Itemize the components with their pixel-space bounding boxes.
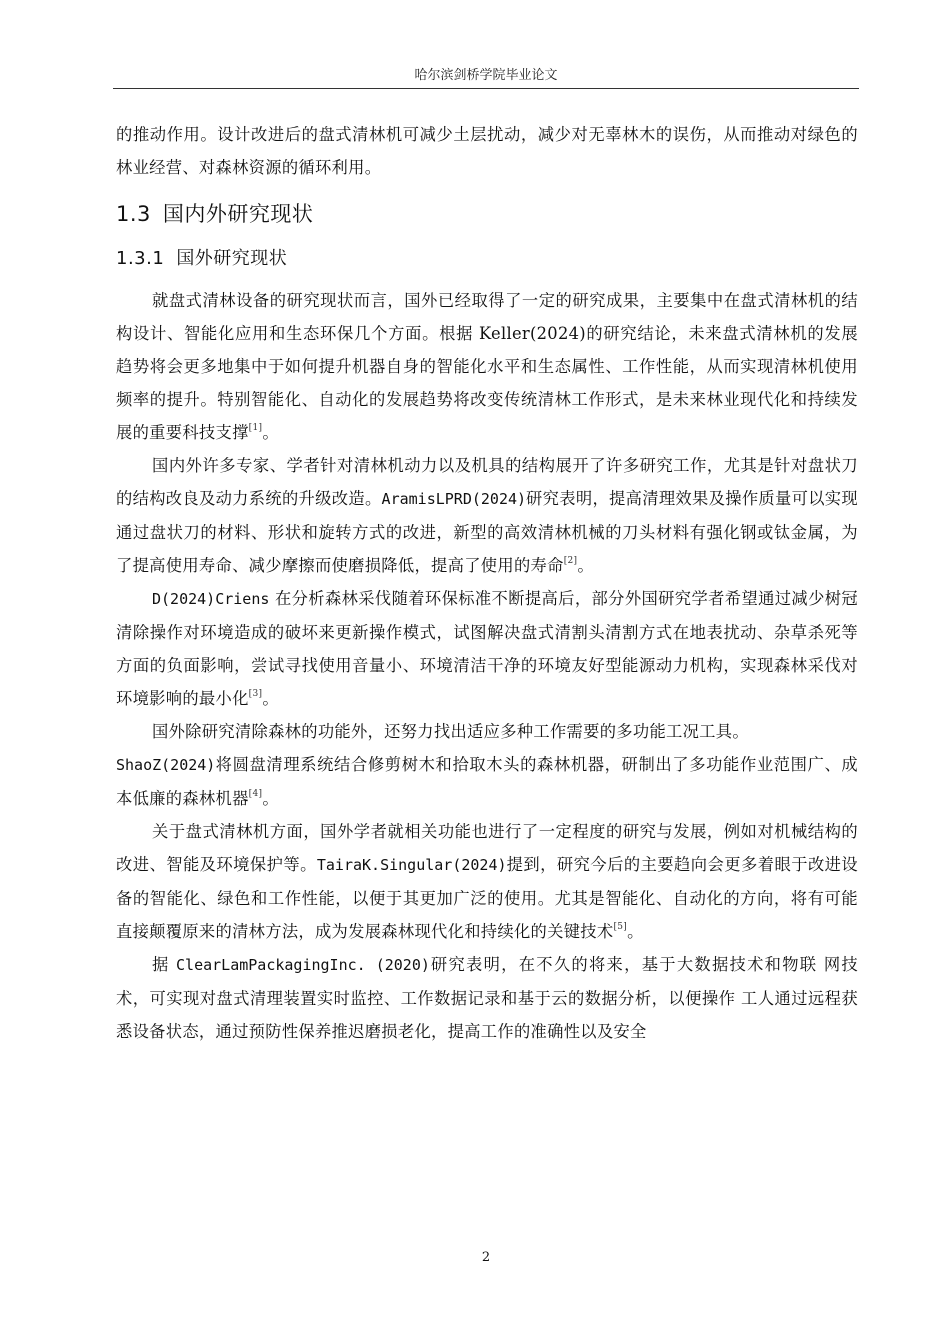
paragraph-text: 研究表明，提高清理效果及操作质量可以实现通过盘状刀的材料、形状和旋转方式的改进，新型的高效清林机械的刀头材料有强化钢或钛金属，为了提高使用寿命、减少摩擦而使磨损降低，提高了使用的寿命 <box>116 489 858 575</box>
paragraph-text: 在分析森林采伐随着环保标准不断提高后，部分外国研究学者希望通过减少树冠清除操作对环境造成的破坏来更新操作模式，试图解决盘式清割头清割方式在地表扰动、杂草杀死等方面的负面影响，尝试寻找使用音量小、环境清洁干净的环境友好型能源动力机构，实现森林采伐对环境影响的最小化 <box>116 589 858 708</box>
citation-ref: [3] <box>248 689 263 699</box>
subsection-heading <box>116 240 858 278</box>
subsection-title: 国外研究现状 <box>176 248 288 269</box>
paragraph-aramis <box>116 449 858 582</box>
citation-author: ShaoZ(2024) <box>116 756 216 774</box>
citation-ref: [4] <box>248 789 263 799</box>
paragraph-text: 将圆盘清理系统结合修剪树木和拾取木头的森林机器，研制出了多功能作业范围广、成本低廉的森林机器 <box>116 755 858 808</box>
paragraph-text: 。 <box>262 423 279 442</box>
paragraph-text: 。 <box>577 556 594 575</box>
paragraph-text: 。 <box>627 922 644 941</box>
citation-ref: [5] <box>613 922 628 932</box>
section-number: 1.3 <box>116 202 151 226</box>
section-title: 国内外研究现状 <box>162 202 314 226</box>
subsection-number: 1.3.1 <box>116 248 165 269</box>
page-body <box>116 118 858 1048</box>
header-rule <box>113 88 859 89</box>
paragraph-multifunction <box>116 715 858 748</box>
citation-ref: [2] <box>563 556 578 566</box>
paragraph-criens <box>116 582 858 715</box>
section-heading <box>116 192 858 236</box>
citation-author: D(2024)Criens <box>152 590 270 608</box>
paragraph-text: 国内外许多专家、学者针对清林机动力以及机具的结构展开了许多研究工作，尤其是针对盘状刀的结构改良及动力系统的升级改造。 <box>116 456 858 508</box>
paragraph-keller <box>116 284 858 449</box>
citation-ref: [1] <box>248 423 263 433</box>
page-number: 2 <box>481 1250 491 1265</box>
paragraph-text: 国外除研究清除森林的功能外，还努力找出适应多种工作需要的多功能工况工具。 <box>152 722 749 741</box>
paragraph-text: 关于盘式清林机方面，国外学者就相关功能也进行了一定程度的研究与发展，例如对机械结构的改进、智能及环境保护等。 <box>116 822 858 874</box>
paragraph-text: 研究表明，在不久的将来，基于大数据技术和物联 网技术，可实现对盘式清理装置实时监控、工作数据记录和基于云的数据分析，以便操作 工人通过远程获悉设备状态，通过预防性保养推迟磨损老化，提高工作的准确性以及安全 <box>116 955 858 1041</box>
paragraph-text: 就盘式清林设备的研究现状而言，国外已经取得了一定的研究成果，主要集中在盘式清林机的结构设计、智能化应用和生态环保几个方面。根据 Keller(2024)的研究结论，未来盘式清林机的发展趋势将会更多地集中于如何提升机器自身的智能化水平和生态属性、工作性能，从而实现清林机使用频率的提升。特别智能化、自动化的发展趋势将改变传统清林工作形式，是未来林业现代化和持续发展的重要科技支撑 <box>116 291 858 442</box>
citation-author: TairaK.Singular(2024) <box>316 856 507 874</box>
paragraph-text: 。 <box>262 789 279 808</box>
paragraph-text: 。 <box>262 689 279 708</box>
running-header: 哈尔滨剑桥学院毕业论文 <box>414 68 558 83</box>
paragraph-taira <box>116 815 858 948</box>
paragraph-text: 据 <box>152 955 177 974</box>
intro-paragraph: 的推动作用。设计改进后的盘式清林机可减少土层扰动，减少对无辜林木的误伤，从而推动对绿色的林业经营、对森林资源的循环利用。 <box>116 125 858 177</box>
paragraph-clearlam <box>116 948 858 1048</box>
paragraph-shao <box>116 748 858 815</box>
citation-author: AramisLPRD(2024) <box>381 490 527 508</box>
paragraph-text: 提到，研究今后的主要趋向会更多着眼于改进设备的智能化、绿色和工作性能，以便于其更加广泛的使用。尤其是智能化、自动化的方向，将有可能直接颠覆原来的清林方法，成为发展森林现代化和持续化的关键技术 <box>116 855 858 941</box>
citation-author: ClearLamPackagingInc. (2020) <box>176 956 430 974</box>
